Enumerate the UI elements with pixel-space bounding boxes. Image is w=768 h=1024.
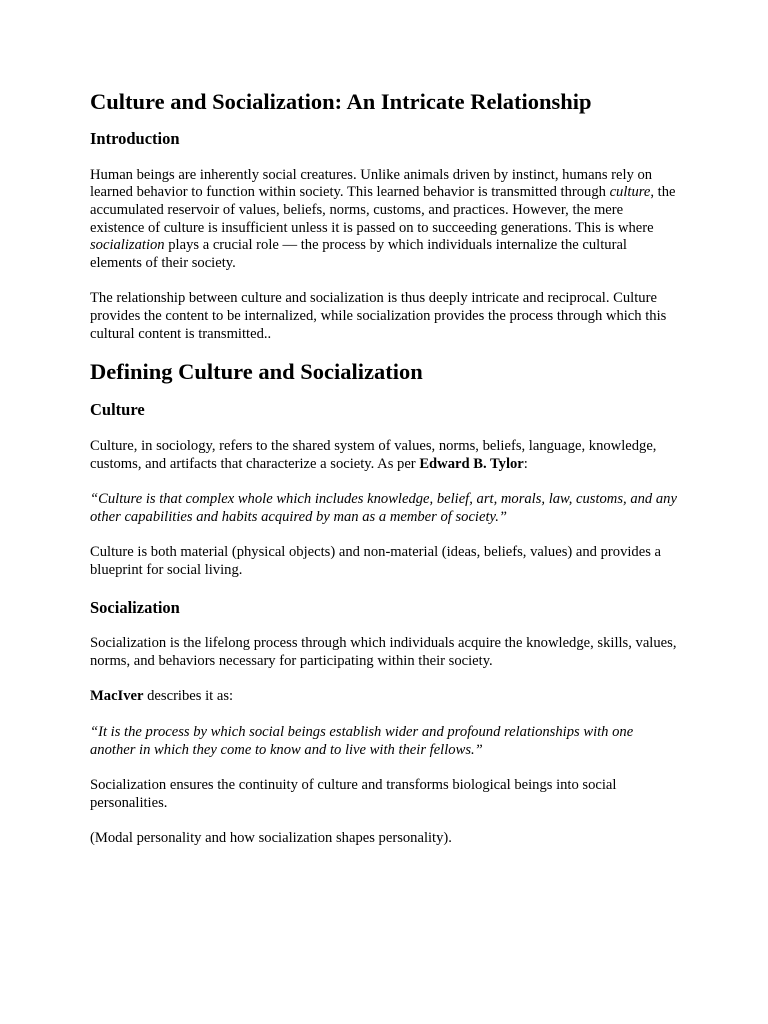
socialization-paragraph-3: Socialization ensures the continuity of culture and transforms biological beings into social personalities.	[90, 777, 617, 811]
culture-paragraph-2: Culture is both material (physical objects) and non-material (ideas, beliefs, values) and provides a blueprint for social living.	[90, 544, 662, 578]
socialization-paragraph-4: (Modal personality and how socialization shapes personality).	[90, 830, 452, 847]
document-page	[90, 88, 680, 848]
socialization-paragraph-2	[90, 688, 680, 706]
intro-p1-text-a: Human beings are inherently social creatures. Unlike animals driven by instinct, humans rely on learned behavior to function within society. This learned behavior is transmitted through	[90, 166, 653, 201]
subsection-heading-socialization: Socialization	[90, 597, 180, 617]
subsection-heading-culture: Culture	[90, 400, 145, 420]
culture-quote: “Culture is that complex whole which includes knowledge, belief, art, morals, law, customs, and any other capabilities and habits acquired by man as a member of society.”	[90, 491, 677, 525]
socialization-p2-text-b: describes it as:	[143, 688, 234, 705]
culture-p1-tylor-bold: Edward B. Tylor	[419, 455, 524, 472]
intro-p1-text-e: plays a crucial role — the process by which individuals internalize the cultural elements of their society.	[90, 237, 627, 271]
socialization-paragraph-1: Socialization is the lifelong process through which individuals acquire the knowledge, skills, values, norms, and behaviors necessary for participating within their society.	[90, 635, 677, 669]
section-heading-defining: Defining Culture and Socialization	[90, 359, 423, 385]
socialization-quote: “It is the process by which social beings establish wider and profound relationships with one another in which they come to know and to live with their fellows.”	[90, 724, 634, 758]
intro-p1-culture-italic: culture	[609, 184, 651, 201]
intro-p1-text-c: , the accumulated reservoir of values, beliefs, norms, customs, and practices. However, the mere existence of culture is insufficient unless it is passed on to succeeding generations. This is where	[90, 184, 676, 236]
section-heading-introduction: Introduction	[90, 129, 180, 148]
culture-p1-text-c: :	[523, 455, 528, 472]
document-title: Culture and Socialization: An Intricate Relationship	[90, 89, 592, 114]
socialization-p2-maciver-bold: MacIver	[90, 688, 144, 705]
culture-paragraph-1	[90, 438, 680, 473]
culture-p1-text-a: Culture, in sociology, refers to the shared system of values, norms, beliefs, language, knowledge, customs, and artifacts that characterize a society. As per	[90, 437, 657, 472]
intro-p1-socialization-italic: socialization	[90, 237, 165, 254]
intro-paragraph-2: The relationship between culture and socialization is thus deeply intricate and reciprocal. Culture provides the content to be internalized, while socialization provides the process through which this cultural content is transmitted..	[90, 290, 667, 342]
intro-paragraph-1	[90, 167, 680, 273]
